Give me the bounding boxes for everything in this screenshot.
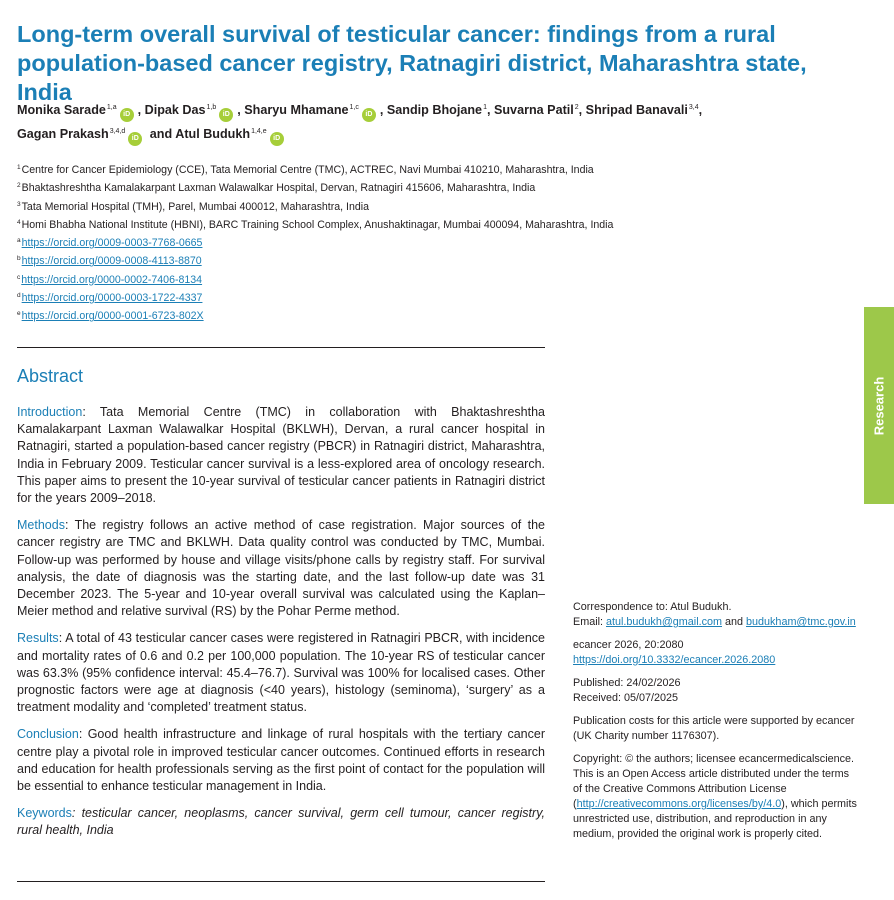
published-date: Published: 24/02/2026 [573,677,681,689]
author-affiliation-marker: 3,4,d [109,128,126,135]
orcid-marker: b [17,255,21,263]
abstract-bottom-rule [17,881,545,882]
author [586,103,702,117]
author-name: Monika Sarade [17,103,106,117]
author-name: Dipak Das [144,103,206,117]
author [494,103,582,117]
orcid-marker: a [17,237,21,245]
author-affiliation-marker: 1,b [206,104,217,111]
author-separator: , [578,103,583,117]
orcid-link-list [17,233,717,324]
affiliation-list [17,160,717,233]
author-affiliation-marker: 3,4 [688,104,699,111]
affiliation-row [17,160,717,178]
affiliation-number: 3 [17,200,21,208]
author-separator: , [486,103,491,117]
copyright-text-b: ), which permits unrestricted use, distribution, and reproduction in any medium, provided the original work is properly cited. [573,798,857,840]
orcid-link[interactable]: https://orcid.org/0000-0001-6723-802X [21,310,204,323]
author [145,103,241,117]
author [244,103,383,117]
citation-block [573,638,858,668]
section-text: : Good health infrastructure and linkage of rural hospitals with the tertiary cancer centre play a pivotal role in improved testicular cancer outcomes. Continued efforts in research and education for health professionals serving as the first point of contact for the population will be essential to enhance testicular management in India. [17,727,545,794]
orcid-marker: c [17,273,21,281]
doi-link[interactable]: https://doi.org/10.3332/ecancer.2026.2080 [573,654,776,666]
author-separator: , [237,103,241,117]
orcid-icon[interactable]: iD [120,108,134,122]
article-type-label: Research [871,376,887,435]
orcid-row [17,306,717,324]
abstract-top-rule [17,347,545,348]
affiliations [17,160,717,325]
abstract-heading: Abstract [17,366,84,386]
abstract-section [17,404,545,507]
publication-costs: Publication costs for this article were supported by ecancer (UK Charity number 1176307). [573,715,855,742]
section-label: Conclusion [17,727,79,742]
keywords-label: Keywords [17,806,72,821]
author [387,103,491,117]
orcid-marker: d [17,292,21,300]
affiliation-row [17,178,717,196]
article-title: Long-term overall survival of testicular cancer: findings from a rural population-based cancer registry, Ratnagiri district, Maharashtra state, India [17,21,807,105]
affiliation-row [17,215,717,233]
abstract-body [17,404,545,850]
author-separator: , [379,103,384,117]
abstract-section [17,726,545,795]
author-affiliation-marker: 1 [483,104,487,111]
author-name: Atul Budukh [175,127,251,141]
orcid-icon[interactable]: iD [362,108,376,122]
section-label: Introduction [17,405,83,419]
orcid-row [17,270,717,288]
affiliation-text: Tata Memorial Hospital (TMH), Parel, Mumbai 400012, Maharashtra, India [21,200,370,213]
section-text: : A total of 43 testicular cancer cases were registered in Ratnagiri PBCR, with incidence and mortality rates of 0.6 and 0.2 per 100,000 population. The 10-year RS of testicular cancer was 63.3% (95% confidence interval: 45.4–76.7). Survival was 100% for localised cases. Other prognostic factors were age at diagnosis (<40 years), histology (seminoma), ‘surgery’ as a treatment modality and ‘completed’ treatment status. [17,631,545,715]
author-name: Sharyu Mhamane [244,103,349,117]
author-name: Suvarna Patil [493,103,574,117]
author-name: Shripad Banavali [585,103,688,117]
received-date: Received: 05/07/2025 [573,692,679,704]
affiliation-text: Homi Bhabha National Institute (HBNI), BARC Training School Complex, Anushaktinagar, Mumbai 400094, Maharashtra, India [21,218,614,231]
orcid-link[interactable]: https://orcid.org/0000-0002-7406-8134 [21,273,203,286]
affiliation-number: 1 [17,164,21,171]
email-label: Email: [573,616,606,628]
dates-block [573,676,858,706]
author-affiliation-marker: 1,4,e [251,128,267,135]
abstract-section [17,517,545,620]
orcid-link[interactable]: https://orcid.org/0009-0003-7768-0665 [21,237,203,250]
affiliation-text: Centre for Cancer Epidemiology (CCE), Tata Memorial Centre (TMC), ACTREC, Navi Mumbai 410210, Maharashtra, India [21,164,594,176]
orcid-row [17,251,717,269]
section-label: Methods [17,518,65,533]
email-link-1[interactable]: atul.budukh@gmail.com [606,616,722,628]
author-name: Gagan Prakash [17,127,109,141]
author-list [17,98,777,146]
abstract-sections [17,404,545,795]
affiliation-text: Bhaktashreshtha Kamalakarpant Laxman Walawalkar Hospital, Dervan, Ratnagiri 415606, Maharashtra, India [21,182,536,195]
abstract-section [17,630,545,716]
orcid-marker: e [17,310,21,318]
author-affiliation-marker: 2 [574,104,579,111]
keywords-text: : testicular cancer, neoplasms, cancer survival, germ cell tumour, cancer registry, rural health, India [17,806,545,838]
author [17,103,141,117]
affiliation-number: 2 [17,182,21,190]
orcid-icon[interactable]: iD [219,108,233,122]
orcid-link[interactable]: https://orcid.org/0009-0008-4113-8870 [21,255,202,268]
author-separator: and [146,127,173,141]
journal-citation: ecancer 2026, 20:2080 [573,639,684,651]
affiliation-row [17,197,717,215]
copyright-notice [573,752,858,842]
author-name: Sandip Bhojane [386,103,483,117]
section-text: : Tata Memorial Centre (TMC) in collaboration with Bhaktashreshtha Kamalakarpant Laxman Walawalkar Hospital (BKLWH), Dervan, a rural cancer hospital in Ratnagiri, started a population-based cancer registry (PBCR) in Ratnagiri district, Maharashtra, India in February 2009. Testicular cancer survival is a less-explored area of oncology research. This paper aims to present the 10-year survival of testicular cancer patients in Ratnagiri district for the years 2009–2018. [17,405,545,506]
article-info-sidebar [573,600,858,850]
affiliation-number: 4 [17,218,21,226]
author-affiliation-marker: 1,a [106,104,117,111]
article-type-tab [864,307,894,504]
author [175,127,287,141]
section-label: Results [17,631,59,646]
author-separator: , [137,103,142,117]
copyright-text-a: Copyright: © the authors; licensee ecancermedicalscience. This is an Open Access article distributed under the terms of the Creative Commons Attribution License ( [573,753,855,810]
section-text: : The registry follows an active method of case registration. Major sources of the cancer registry are TMC and BKLWH. Data quality control was conducted by TMC, Mumbai. Follow-up was performed by house and village visits/phone calls by registry staff. For survival analysis, the date of diagnosis was the starting date, and the last follow-up date was 31 December 2023. The 5-year and 10-year overall survival was calculated using the Kaplan–Meier method and relative survival (RS) by the Pohar Perme method. [17,518,545,619]
correspondence: Correspondence to: Atul Budukh. [573,601,732,613]
correspondence-block [573,600,858,630]
author [17,127,172,141]
orcid-icon[interactable]: iD [128,132,142,146]
keywords [17,805,545,839]
orcid-link[interactable]: https://orcid.org/0000-0003-1722-4337 [21,292,203,305]
author-separator: , [698,103,703,117]
license-link[interactable]: http://creativecommons.org/licenses/by/4.0 [576,798,782,810]
email-and: and [722,616,747,628]
orcid-icon[interactable]: iD [270,132,284,146]
author-affiliation-marker: 1,c [349,104,359,111]
orcid-row [17,233,717,251]
orcid-row [17,288,717,306]
email-link-2[interactable]: budukham@tmc.gov.in [746,616,856,628]
